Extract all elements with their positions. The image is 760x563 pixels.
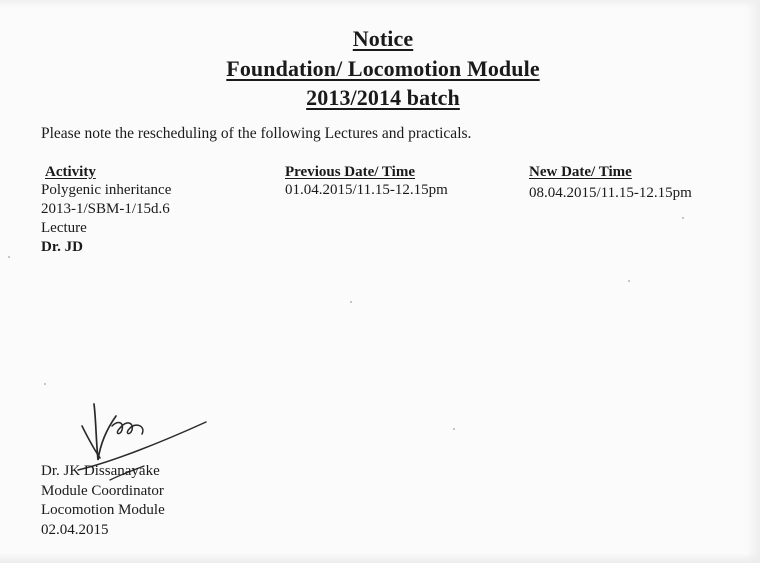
- activity-topic: Polygenic inheritance: [41, 182, 172, 198]
- signatory-name: Dr. JK Dissanayake: [41, 463, 160, 479]
- previous-date-value: 01.04.2015/11.15-12.15pm: [285, 182, 448, 198]
- scan-speck: [628, 280, 630, 282]
- scan-edge-top: [0, 0, 760, 8]
- activity-code: 2013-1/SBM-1/15d.6: [41, 201, 170, 217]
- previous-date-column-header: Previous Date/ Time: [285, 164, 415, 180]
- batch-title: 2013/2014 batch: [306, 85, 460, 110]
- signatory-date: 02.04.2015: [41, 521, 109, 538]
- signature-block: [41, 462, 165, 540]
- activity-lecturer: Dr. JD: [41, 239, 83, 255]
- scan-edge-bottom: [0, 553, 760, 563]
- scan-speck: [682, 217, 684, 219]
- module-title: Foundation/ Locomotion Module: [226, 56, 540, 81]
- signatory-module: Locomotion Module: [41, 502, 165, 518]
- activity-column-header: Activity: [45, 164, 96, 180]
- signatory-role: Module Coordinator: [41, 482, 164, 499]
- activity-cell: [41, 181, 171, 257]
- intro-text: Please note the rescheduling of the following Lectures and practicals.: [41, 125, 472, 142]
- activity-type: Lecture: [41, 220, 87, 236]
- new-date-value: 08.04.2015/11.15-12.15pm: [529, 185, 692, 201]
- scan-speck: [44, 383, 46, 385]
- scan-speck: [350, 301, 352, 303]
- scan-speck: [8, 256, 10, 258]
- notice-title: Notice: [352, 26, 414, 51]
- new-date-column-header: New Date/ Time: [529, 164, 632, 180]
- scan-speck: [453, 428, 455, 430]
